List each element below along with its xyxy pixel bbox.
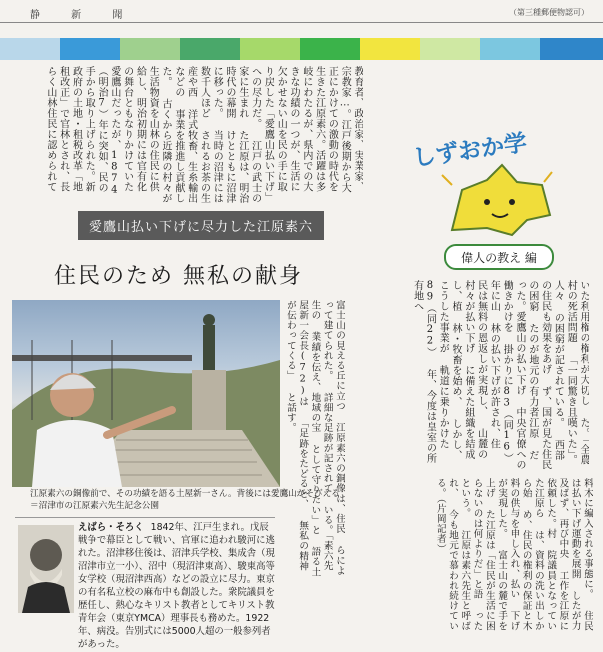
body-line: 詳細な足跡が記されて <box>321 392 333 494</box>
series-badge: 偉人の教え 編 <box>444 244 554 270</box>
body-line: 洋式牧畜、生糸輸出などの <box>172 66 197 204</box>
body-line: と話す。 <box>284 392 296 433</box>
body-line: は、資料の洗い出しから始 <box>520 478 544 631</box>
body-line: 無私の精神が伝わってくる」 <box>284 300 309 572</box>
body-line: 教育者、政治家、実業家、 <box>352 66 363 192</box>
body-line: 古くから近隣の村々が <box>160 98 172 204</box>
body-line: いた利用権の権利が大切し <box>578 280 589 406</box>
body-line: 料の供与を申し入れ、払い <box>508 478 520 600</box>
body-line: （明治7）年に突如、民の <box>96 66 108 193</box>
article-left-block <box>13 66 363 206</box>
body-line: として守りたい」と <box>309 444 321 536</box>
article-middle-block <box>280 300 345 580</box>
body-line: ず、国が見た住民の困窮 <box>526 280 551 470</box>
body-line: 「足跡をたどると、 <box>297 418 309 510</box>
monument-photo-illustration <box>12 300 280 487</box>
body-line: されるお茶の生産や西 <box>185 66 210 204</box>
article-photo <box>12 300 280 487</box>
body-line: への尽力だ。 <box>249 66 261 129</box>
body-line: た。「全農村の死活問題 <box>565 280 589 465</box>
body-line: 林の払い下げが許され、住 <box>488 323 500 449</box>
body-line: らく山林住民に認められて <box>44 66 56 192</box>
postal-note: （第三種郵便物認可） <box>509 8 589 17</box>
body-line: 「一同驚き且嘆いた」。人々 <box>552 280 577 465</box>
body-line: 生活物資を山林の住民に供 <box>147 66 159 192</box>
body-line: 掛かりに83（同16）年に山 <box>488 280 513 464</box>
color-stripe <box>240 38 300 60</box>
article-headline: 住民のため 無私の献身 <box>54 264 303 289</box>
body-line: らによって建てられた。 <box>321 300 345 576</box>
series-logo: しずおか学 <box>411 130 529 172</box>
body-line: 山麓の村々が払い下げ <box>462 280 487 460</box>
body-line: 愛鷹山だったが、1874 <box>108 66 120 196</box>
portrait-icon <box>18 525 74 613</box>
color-stripe <box>360 38 420 60</box>
color-stripe <box>0 38 60 60</box>
body-line: 岐にわたるが、県内での大 <box>300 66 312 192</box>
body-line: 正にかけての激動の時代を <box>326 66 338 192</box>
newspaper-title: 静 新 聞 <box>30 10 137 21</box>
body-line: 宗教家…。江戸後期から大 <box>339 66 351 193</box>
body-line: 江原は素六先生と呼ばれ、 <box>447 478 471 631</box>
body-line: 事業を推進し貢献した。 <box>160 66 184 204</box>
body-line: 下げが実現した。 <box>496 478 520 631</box>
body-line: 院議員となっていた江原ら <box>532 478 557 631</box>
body-line: 富士山の麓で手を上げ <box>483 478 508 631</box>
body-line: 今も地元で慕われ続けてい <box>447 509 459 631</box>
color-stripe <box>300 38 360 60</box>
body-line: 民は無料の恩返しが実現し、 <box>475 280 487 417</box>
article-right-block <box>339 280 589 470</box>
body-line: 住民は払い下げ運動を展開 <box>569 478 593 631</box>
body-line: 工作を江原に依頼した。村 <box>545 478 569 631</box>
body-line: たのが地元の有力者江原 <box>526 323 538 439</box>
body-line: 江戸の武士の家に生まれ <box>236 66 261 204</box>
color-stripe <box>120 38 180 60</box>
bio-block <box>78 522 278 652</box>
body-line: 軌道に乗りかけた89（同22） <box>424 280 449 449</box>
body-line: けとともに沼津に移った。 <box>211 66 236 204</box>
body-line: 生きた江原素六。活躍は多 <box>313 66 325 192</box>
color-stripe <box>60 38 120 60</box>
body-line: り戻した「愛鷹山払い下げ」 <box>262 66 274 203</box>
bio-name: えばら・そろく <box>78 522 144 533</box>
body-line: 租改正」で官林とされ、長 <box>57 66 69 192</box>
body-line: 政府の土地・租税改革「地 <box>70 66 82 192</box>
body-line: しかし、こうした事業が <box>437 280 462 461</box>
body-line: 語る土屋新一会長(72)は <box>297 300 321 577</box>
body-line: いる。「素六先生の <box>309 300 333 571</box>
body-line: 江原素六の銅像は、住民 <box>334 422 345 534</box>
body-line: の困窮が記されている。 <box>552 312 564 428</box>
body-line: に備えた組織を結成し、植 <box>450 280 474 460</box>
body-line: 当時の沼津には数千人ほど <box>198 66 223 204</box>
body-line: 手から取り上げられた。新 <box>83 66 95 192</box>
body-line: したが力及ばず、再び中央 <box>557 478 581 631</box>
body-line: 年、今度は皇室の所有地へ <box>411 280 436 464</box>
body-line: の舞台ともなりかけていた <box>121 66 133 192</box>
color-stripe <box>480 38 540 60</box>
body-line: 料木に編入される事態に。 <box>582 478 593 600</box>
article-lower-right-block <box>363 478 593 633</box>
body-line: きな功績の一つが、生活に <box>288 66 300 192</box>
shizuoka-mascot-icon <box>432 160 562 242</box>
color-stripe <box>180 38 240 60</box>
body-line: ったという。 <box>459 478 483 631</box>
body-line: 西部の住民も効果をあげ <box>539 280 564 461</box>
body-line: た江原は「住民が生活に困 <box>483 509 495 631</box>
color-stripe <box>540 38 603 60</box>
color-stripe <box>420 38 480 60</box>
body-line: た江原は、明治時代の幕開 <box>224 66 248 204</box>
body-line: る。（片岡記者） <box>434 478 446 554</box>
body-line: 欠かせない山を民の手に取 <box>275 66 287 192</box>
photo-caption: 江原素六の銅像前で、その功績を語る土屋新一さん。背後には愛鷹山がそびえる＝沼津市の江原素六先生記念公園 <box>30 489 340 511</box>
body-line: 業績を伝え、地域の宝 <box>309 331 321 433</box>
body-line: 中央官僚への働きかけを <box>501 280 526 470</box>
divider <box>15 517 275 518</box>
body-line: め、住民の権利の保証と木 <box>520 509 532 631</box>
bio-body: 1842年、江戸生まれ。戊辰戦争で幕臣として戦い、官軍に追われ駿河に逃れた。沼津移住後は、沼津兵学校、集成舎（現沼津市立一小）、沼中（現沼津東高）、駿東高等女学校（現沼津西高）などの設立に尽力。東京の有名私立校の麻布中も創設した。衆院議員を歴任し、熱心なキリスト教者としてキリスト教青年会（東京YMCA）理事長も務めた。1922年、病没。告別式には5000人超の一般参列者があった。 <box>78 522 275 650</box>
body-line: 林・牧畜を始め、 <box>450 323 462 407</box>
article-subhead: 愛鷹山払い下げに尽力した江原素六 <box>78 211 324 240</box>
body-line: らないのは何よりだ」と語 <box>471 478 483 600</box>
body-line: だった。愛鷹山の払い下げ <box>514 280 538 461</box>
body-line: 富士山の見える丘に立つ <box>334 300 345 412</box>
body-line: 給し、明治初期には官有化 <box>134 66 146 192</box>
